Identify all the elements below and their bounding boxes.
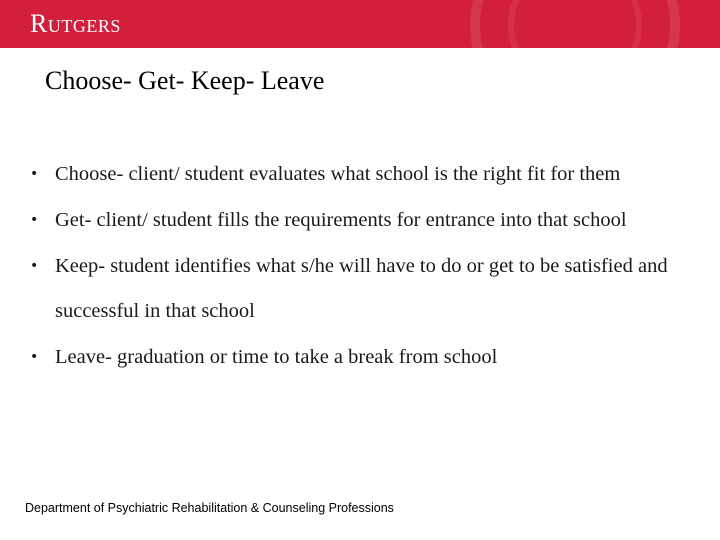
bullet-item — [30, 152, 680, 197]
bullet-text: Keep- student identifies what s/he will have to do or get to be satisfied and successful in that school — [55, 255, 668, 322]
slide-title: Choose- Get- Keep- Leave — [45, 66, 325, 95]
footer-department: Department of Psychiatric Rehabilitation & Counseling Professions — [25, 501, 394, 515]
bullet-dot-icon: • — [30, 258, 39, 274]
bullet-item — [30, 335, 680, 380]
header-banner — [0, 0, 720, 48]
bullet-text: Leave- graduation or time to take a break from school — [55, 346, 498, 368]
bullet-dot-icon: • — [30, 212, 39, 228]
bullet-item — [30, 198, 680, 243]
bullet-text: Get- client/ student fills the requirements for entrance into that school — [55, 209, 627, 231]
bullet-item — [30, 244, 680, 334]
rutgers-logo: Rutgers — [30, 9, 121, 38]
bullet-text: Choose- client/ student evaluates what school is the right fit for them — [55, 163, 621, 185]
seal-watermark-inner — [508, 0, 642, 48]
bullet-dot-icon: • — [30, 166, 39, 182]
bullet-list — [30, 152, 680, 381]
bullet-dot-icon: • — [30, 349, 39, 365]
